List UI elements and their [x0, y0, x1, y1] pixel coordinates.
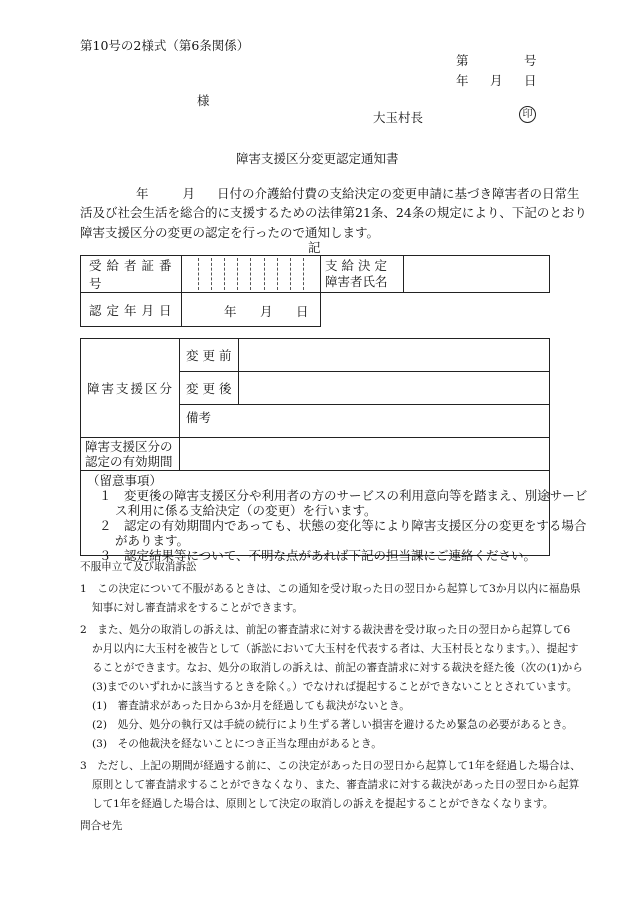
- appeal-section: [80, 558, 583, 836]
- ki-label: 記: [308, 240, 321, 255]
- addressee-suffix: 様: [197, 93, 210, 108]
- contact-label: 問合せ先: [80, 820, 123, 832]
- note-1-line-1: １ 変更後の障害支援区分や利用者の方のサービスの利用意向等を踏まえ、別途サービ: [99, 488, 588, 503]
- form-number: 第10号の2様式（第6条関係）: [80, 38, 250, 53]
- after-label: 変更後: [180, 372, 239, 405]
- appeal-sub-3: (3) その他裁決を経ないことにつき正当な理由があるとき。: [92, 738, 382, 750]
- appeal-p2-l3: ることができます。なお、処分の取消しの訴えは、前記の審査請求に対する裁決を経た後（次の(1)から: [92, 662, 583, 674]
- cert-date-label: 認定年月日: [81, 293, 182, 327]
- body-line-1: 日付の介護給付費の支給決定の変更申請に基づき障害者の日常生: [217, 186, 580, 201]
- decision-label: [321, 256, 404, 293]
- remarks-label: 備考: [186, 410, 212, 425]
- recipient-table: [80, 255, 550, 327]
- appeal-sub-1: (1) 審査請求があった日から3か月を経過しても裁決がないとき。: [92, 700, 410, 712]
- recipient-name-field[interactable]: [404, 256, 550, 293]
- recipient-no-label: 受給者証番号: [81, 256, 182, 293]
- notice-body: [80, 186, 587, 240]
- body-line-2: 活及び社会生活を総合的に支援するための法律第21条、24条の規定により、下記のとおり: [80, 205, 587, 221]
- date-day: 日: [524, 73, 537, 88]
- page-title: 障害支援区分変更認定通知書: [236, 151, 399, 166]
- body-line-3: 障害支援区分の変更の認定を行ったので通知します。: [80, 224, 380, 240]
- appeal-sub-2: (2) 処分、処分の執行又は手続の続行により生ずる著しい損害を避けるため緊急の必要があるとき。: [92, 719, 573, 731]
- note-2-line-1: ２ 認定の有効期間内であっても、状態の変化等により障害支援区分の変更をする場合: [99, 518, 587, 533]
- remarks-field[interactable]: [180, 405, 550, 438]
- appeal-p2-l4: (3)までのいずれかに該当するときを除く。）でなければ提起することができないこととされています。: [92, 681, 578, 693]
- appeal-p3-l1: 3 ただし、上記の期間が経過する前に、この決定があった日の翌日から起算して1年を経過した場合は、: [80, 760, 581, 772]
- before-label: 変更前: [180, 339, 239, 372]
- issuer: 大玉村長: [373, 110, 424, 125]
- table1-blank: [321, 293, 550, 327]
- validity-field[interactable]: [180, 438, 550, 471]
- appeal-heading: 不服申立て及び取消訴訟: [80, 561, 197, 573]
- date-month: 月: [490, 73, 503, 88]
- appeal-p2-l1: 2 また、処分の取消しの訴えは、前記の審査請求に対する裁決書を受け取った日の翌日から起算して6: [80, 624, 571, 636]
- cert-date-year: 年: [224, 304, 237, 319]
- appeal-p3-l3: して1年を経過した場合は、原則として決定の取消しの訴えを提起することができなくなります。: [92, 798, 554, 810]
- cert-date-month: 月: [260, 304, 273, 319]
- seal-mark: 印: [519, 106, 536, 123]
- lead-month: 月: [182, 186, 196, 201]
- doc-no-suffix: 号: [524, 53, 537, 68]
- notes-heading: （留意事項）: [87, 473, 163, 488]
- doc-no-prefix: 第: [456, 53, 469, 68]
- note-2-line-2: があります。: [115, 533, 190, 548]
- before-field[interactable]: [239, 339, 550, 372]
- notes-box: [80, 470, 588, 563]
- lead-year: 年: [136, 186, 149, 201]
- cert-date-day: 日: [296, 304, 309, 319]
- validity-label-1: 障害支援区分の: [85, 439, 173, 454]
- note-1-line-2: ス利用に係る支給決定（の変更）を行います。: [115, 503, 377, 518]
- validity-label-2: 認定の有効期間: [85, 454, 173, 469]
- appeal-p3-l2: 原則として審査請求することができなくなり、また、審査請求に対する裁決があった日の翌日から起算: [92, 779, 580, 791]
- appeal-p1-l1: 1 この決定について不服があるときは、この通知を受け取った日の翌日から起算して3か月以内に福島県: [80, 583, 581, 595]
- decision-label-1: 支給決定: [325, 258, 392, 273]
- category-table: [80, 338, 550, 471]
- date-year: 年: [456, 73, 469, 88]
- appeal-p1-l2: 知事に対し審査請求をすることができます。: [92, 602, 304, 614]
- appeal-p2-l2: か月以内に大玉村を被告として（訴訟において大玉村を代表する者は、大玉村長となります。）、提起す: [92, 643, 579, 655]
- recipient-no-field[interactable]: [182, 256, 321, 293]
- validity-label: [81, 438, 180, 471]
- decision-label-2: 障害者氏名: [325, 274, 388, 289]
- cert-date-field[interactable]: [182, 293, 321, 327]
- category-label: 障害支援区分: [81, 339, 180, 438]
- note-3: ３ 認定結果等について、不明な点があれば下記の担当課にご連絡ください。: [99, 548, 537, 563]
- after-field[interactable]: [239, 372, 550, 405]
